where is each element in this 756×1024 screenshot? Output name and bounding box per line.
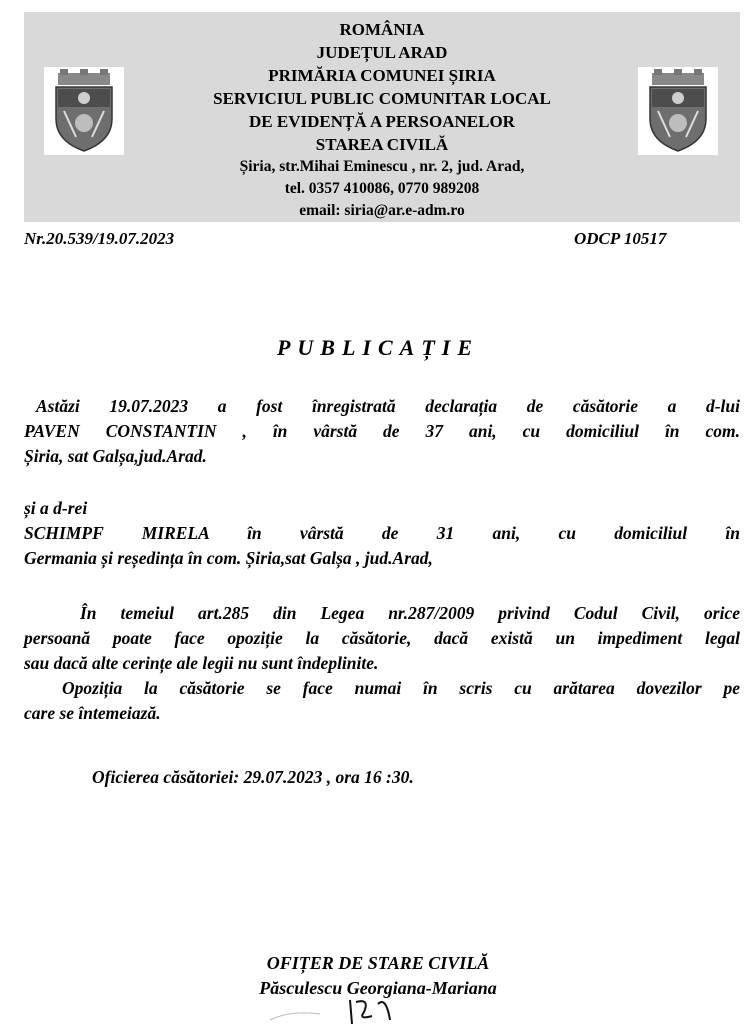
header-department: STAREA CIVILĂ bbox=[315, 135, 449, 154]
paragraph-line: Astăzi 19.07.2023 a fost înregistrată declarația de căsătorie a d-lui bbox=[36, 396, 740, 416]
paragraph-line: care se întemeiază. bbox=[24, 703, 161, 723]
page-title: PUBLICAȚIE bbox=[276, 335, 480, 360]
paragraph-line: SCHIMPF MIRELA în vârstă de 31 ani, cu domiciliul în bbox=[24, 523, 740, 543]
header-email: email: siria@ar.e-adm.ro bbox=[299, 202, 465, 219]
header-county: JUDEȚUL ARAD bbox=[316, 43, 448, 62]
document-code: ODCP 10517 bbox=[574, 229, 667, 248]
ceremony-date: Oficierea căsătoriei: 29.07.2023 , ora 16 :30. bbox=[92, 767, 414, 787]
header-townhall: PRIMĂRIA COMUNEI ȘIRIA bbox=[268, 66, 496, 85]
paragraph-line: PAVEN CONSTANTIN , în vârstă de 37 ani, cu domiciliul în com. bbox=[24, 421, 740, 441]
header-service-2: DE EVIDENȚĂ A PERSOANELOR bbox=[249, 112, 515, 131]
paragraph-line: Șiria, sat Galșa,jud.Arad. bbox=[24, 446, 207, 466]
signatory-role: OFIȚER DE STARE CIVILĂ bbox=[266, 953, 490, 973]
paragraph-line: și a d-rei bbox=[24, 498, 88, 518]
signatory-name: Păsculescu Georgiana-Mariana bbox=[259, 978, 497, 998]
paragraph-line: sau dacă alte cerințe ale legii nu sunt îndeplinite. bbox=[24, 653, 379, 673]
paragraph-line: Germania și reședința în com. Șiria,sat Galșa , jud.Arad, bbox=[24, 548, 433, 568]
signature-scribble-icon bbox=[260, 990, 420, 1024]
paragraph-line: persoană poate face opoziție la căsătorie, dacă există un impediment legal bbox=[24, 628, 740, 648]
header-text bbox=[24, 18, 740, 222]
paragraph-line: Opoziția la căsătorie se face numai în scris cu arătarea dovezilor pe bbox=[62, 678, 740, 698]
header-phone: tel. 0357 410086, 0770 989208 bbox=[284, 180, 480, 197]
document-header bbox=[24, 12, 740, 222]
header-service: SERVICIUL PUBLIC COMUNITAR LOCAL bbox=[213, 89, 551, 108]
header-address: Șiria, str.Mihai Eminescu , nr. 2, jud. Arad, bbox=[239, 158, 525, 175]
registration-number: Nr.20.539/19.07.2023 bbox=[24, 229, 175, 248]
paragraph-line: În temeiul art.285 din Legea nr.287/2009 privind Codul Civil, orice bbox=[80, 603, 740, 623]
header-country: ROMÂNIA bbox=[339, 20, 425, 39]
